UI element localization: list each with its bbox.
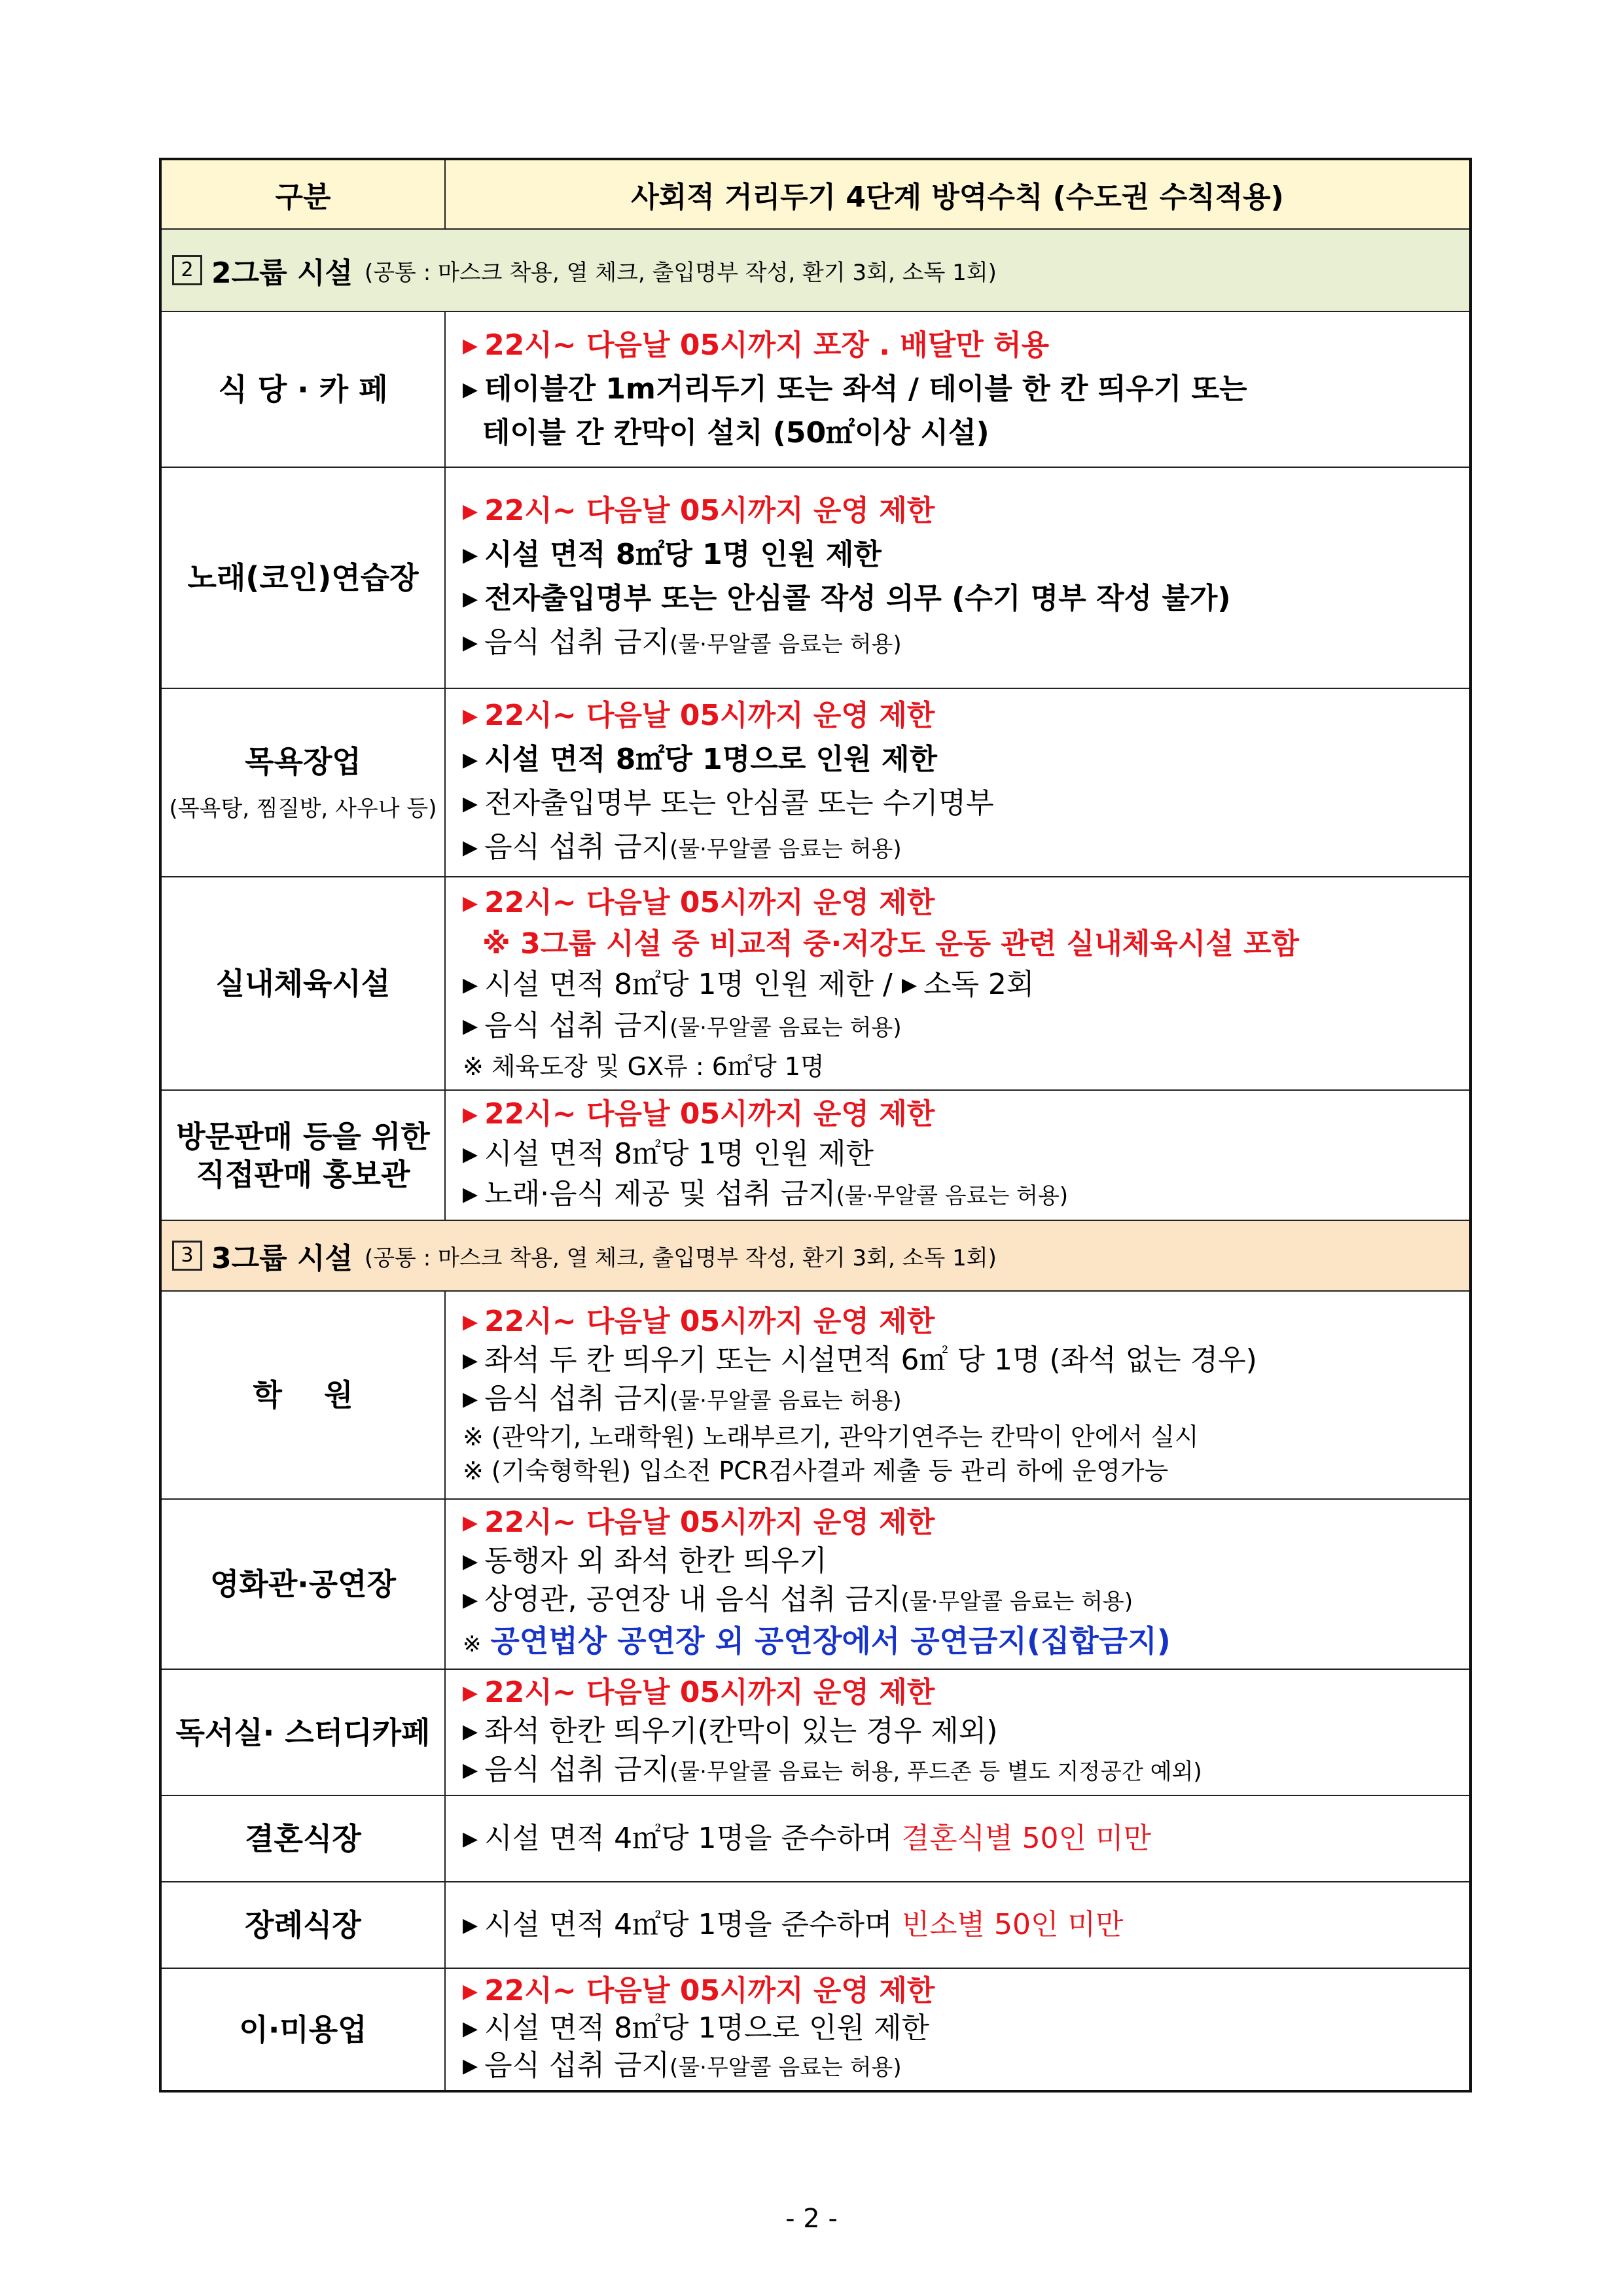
group-name: 3그룹 시설 [211, 1242, 353, 1275]
category-cell: 장례식장 [160, 1882, 445, 1968]
category-cell: 목욕장업 (목욕탕, 찜질방, 사우나 등) [160, 688, 445, 877]
triangle-bullet-icon: ▶ [463, 1827, 478, 1850]
triangle-bullet-icon: ▶ [463, 1682, 478, 1704]
table-header-row [160, 159, 1471, 229]
category-cell: 독서실· 스터디카페 [160, 1669, 445, 1795]
table-row [160, 1882, 1471, 1968]
group-header-row [160, 229, 1471, 311]
page-number: - 2 - [785, 2204, 838, 2234]
triangle-bullet-icon: ▶ [463, 1980, 478, 2003]
triangle-bullet-icon: ▶ [463, 2017, 478, 2040]
triangle-bullet-icon: ▶ [463, 1349, 478, 1372]
rules-cell: ▶ 시설 면적 4㎡당 1명을 준수하며 빈소별 50인 미만 [445, 1882, 1471, 1968]
table-row [160, 877, 1471, 1090]
triangle-bullet-icon: ▶ [463, 1183, 478, 1206]
category-subtitle: (목욕탕, 찜질방, 사우나 등) [169, 796, 437, 822]
triangle-bullet-icon: ▶ [463, 1310, 478, 1333]
triangle-bullet-icon: ▶ [463, 1103, 478, 1126]
table-row [160, 467, 1471, 688]
header-category: 구분 [160, 159, 445, 229]
quarantine-rules-table [159, 158, 1472, 2093]
group3-header [160, 1220, 1471, 1291]
category-cell: 학 원 [160, 1291, 445, 1499]
table-row [160, 311, 1471, 467]
table-row [160, 688, 1471, 877]
triangle-bullet-icon: ▶ [463, 378, 478, 401]
header-rules: 사회적 거리두기 4단계 방역수칙 (수도권 수칙적용) [445, 159, 1471, 229]
triangle-bullet-icon: ▶ [901, 973, 917, 997]
triangle-bullet-icon: ▶ [463, 705, 478, 728]
triangle-bullet-icon: ▶ [463, 1589, 478, 1612]
table-row [160, 1795, 1471, 1882]
category-cell: 영화관·공연장 [160, 1499, 445, 1669]
group-common-rules: (공통 : 마스크 착용, 열 체크, 출입명부 작성, 환기 3회, 소독 1회) [364, 1245, 997, 1271]
triangle-bullet-icon: ▶ [463, 973, 478, 997]
group2-header [160, 229, 1471, 311]
rules-cell: ▶ 22시~ 다음날 05시까지 운영 제한 ▶ 동행자 외 좌석 한칸 띄우기 ▶ 상영관, 공연장 내 음식 섭취 금지(물·무알콜 음료는 허용) ※ 공연법상 공연장 외 공연장에서 공연금지(집합금지) [445, 1499, 1471, 1669]
triangle-bullet-icon: ▶ [463, 1550, 478, 1573]
rules-cell: ▶ 22시~ 다음날 05시까지 운영 제한 ※ 3그룹 시설 중 비교적 중·저강도 운동 관련 실내체육시설 포함 ▶ 시설 면적 8㎡당 1명 인원 제한 / ▶ 소독 2회 ▶ 음식 섭취 금지(물·무알콜 음료는 허용) ※ 체육도장 및 GX류 : 6㎡당 1명 [445, 877, 1471, 1090]
category-cell: 이·미용업 [160, 1968, 445, 2091]
triangle-bullet-icon: ▶ [463, 588, 478, 610]
group-number-box: 2 [172, 255, 202, 285]
triangle-bullet-icon: ▶ [463, 334, 478, 357]
table-row [160, 1291, 1471, 1499]
category-cell: 식 당 · 카 페 [160, 311, 445, 467]
table-row [160, 1669, 1471, 1795]
table-row [160, 1090, 1471, 1220]
category-cell: 노래(코인)연습장 [160, 467, 445, 688]
group-common-rules: (공통 : 마스크 착용, 열 체크, 출입명부 작성, 환기 3회, 소독 1회) [364, 259, 997, 286]
category-cell: 실내체육시설 [160, 877, 445, 1090]
category-cell: 방문판매 등을 위한 직접판매 홍보관 [160, 1090, 445, 1220]
rules-cell: ▶ 22시~ 다음날 05시까지 운영 제한 ▶ 시설 면적 8㎡당 1명 인원 제한 ▶ 전자출입명부 또는 안심콜 작성 의무 (수기 명부 작성 불가) ▶ 음식 섭취 금지(물·무알콜 음료는 허용) [445, 467, 1471, 688]
table-row [160, 1499, 1471, 1669]
triangle-bullet-icon: ▶ [463, 1720, 478, 1743]
rules-cell: ▶ 22시~ 다음날 05시까지 운영 제한 ▶ 좌석 한칸 띄우기(칸막이 있는 경우 제외) ▶ 음식 섭취 금지(물·무알콜 음료는 허용, 푸드존 등 별도 지정공간 예외) [445, 1669, 1471, 1795]
rules-cell: ▶ 시설 면적 4㎡당 1명을 준수하며 결혼식별 50인 미만 [445, 1795, 1471, 1882]
triangle-bullet-icon: ▶ [463, 792, 478, 815]
triangle-bullet-icon: ▶ [463, 2055, 478, 2077]
group-header-row [160, 1220, 1471, 1291]
triangle-bullet-icon: ▶ [463, 631, 478, 654]
triangle-bullet-icon: ▶ [463, 836, 478, 859]
triangle-bullet-icon: ▶ [463, 1759, 478, 1782]
triangle-bullet-icon: ▶ [463, 544, 478, 567]
group-name: 2그룹 시설 [211, 256, 353, 290]
rules-cell: ▶ 22시~ 다음날 05시까지 운영 제한 ▶ 시설 면적 8㎡당 1명으로 인원 제한 ▶ 음식 섭취 금지(물·무알콜 음료는 허용) [445, 1968, 1471, 2091]
triangle-bullet-icon: ▶ [463, 500, 478, 523]
rules-cell: ▶ 22시~ 다음날 05시까지 포장 . 배달만 허용 ▶ 테이블간 1m거리두기 또는 좌석 / 테이블 한 칸 띄우기 또는 테이블 간 칸막이 설치 (50㎡이상 시설) [445, 311, 1471, 467]
group-number-box: 3 [172, 1241, 202, 1271]
category-cell: 결혼식장 [160, 1795, 445, 1882]
table-row [160, 1968, 1471, 2091]
triangle-bullet-icon: ▶ [463, 1143, 478, 1166]
triangle-bullet-icon: ▶ [463, 1387, 478, 1411]
triangle-bullet-icon: ▶ [463, 749, 478, 771]
rules-cell: ▶ 22시~ 다음날 05시까지 운영 제한 ▶ 시설 면적 8㎡당 1명으로 인원 제한 ▶ 전자출입명부 또는 안심콜 또는 수기명부 ▶ 음식 섭취 금지(물·무알콜 음료는 허용) [445, 688, 1471, 877]
triangle-bullet-icon: ▶ [463, 891, 478, 915]
rules-cell: ▶ 22시~ 다음날 05시까지 운영 제한 ▶ 시설 면적 8㎡당 1명 인원 제한 ▶ 노래·음식 제공 및 섭취 금지(물·무알콜 음료는 허용) [445, 1090, 1471, 1220]
triangle-bullet-icon: ▶ [463, 1014, 478, 1038]
triangle-bullet-icon: ▶ [463, 1913, 478, 1937]
rules-cell: ▶ 22시~ 다음날 05시까지 운영 제한 ▶ 좌석 두 칸 띄우기 또는 시설면적 6㎡ 당 1명 (좌석 없는 경우) ▶ 음식 섭취 금지(물·무알콜 음료는 허용) ※ (관악기, 노래학원) 노래부르기, 관악기연주는 칸막이 안에서 실시 ※ (기숙형학원) 입소전 PCR검사결과 제출 등 관리 하에 운영가능 [445, 1291, 1471, 1499]
triangle-bullet-icon: ▶ [463, 1511, 478, 1534]
